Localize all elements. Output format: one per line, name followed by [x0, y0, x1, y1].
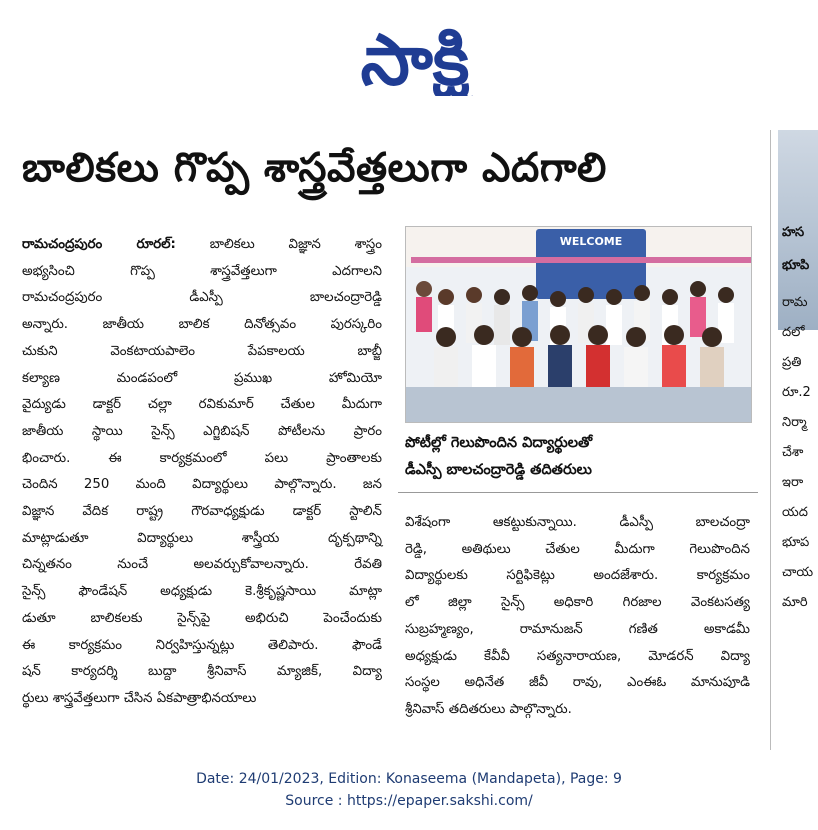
article-line: మాట్లాడుతూ విద్యార్థులు శాస్త్రీయ దృక్పథాన్ని: [22, 530, 382, 546]
adjacent-article-text: యద: [782, 505, 808, 520]
headline: బాలికలు గొప్ప శాస్త్రవేత్తలుగా ఎదగాలి: [22, 145, 607, 191]
adjacent-article-text: నిర్మా: [782, 415, 807, 430]
article-line: లో జిల్లా సైన్స్ అధికారి గిరజాల వెంకటసత్య: [405, 595, 750, 611]
adjacent-article-text: రామ: [782, 295, 808, 310]
footer: [0, 768, 818, 812]
divider: [398, 492, 758, 493]
article-line: ఈ కార్యక్రమం నిర్వహిస్తున్నట్లు తెలిపారు. ఫౌండే: [22, 637, 382, 653]
article-line: అభ్యసించి గొప్ప శాస్త్రవేత్తలుగా ఎదగాలని: [22, 263, 382, 279]
article-line: రెడ్డి, అతిథులు చేతుల మీదుగా గెలుపొందిన: [405, 541, 750, 557]
article-line: జాతీయ స్థాయి సైన్స్ ఎగ్జిబిషన్ పోటీలను ప్రారం: [22, 423, 382, 439]
article-line: భించారు. ఈ కార్యక్రమంలో పలు ప్రాంతాలకు: [22, 450, 382, 466]
article-line: విజ్ఞాన వేదిక రాష్ట్ర గౌరవాధ్యక్షుడు డాక్టర్ స్టాలిన్: [22, 504, 382, 520]
adjacent-article-text: చాయ: [782, 565, 814, 580]
article-line: [22, 232, 382, 259]
footer-date-line: Date: 24/01/2023, Edition: Konaseema (Mandapeta), Page: 9: [196, 771, 622, 787]
article-line: విశేషంగా ఆకట్టుకున్నాయి. డీఎస్పీ బాలచంద్రా: [405, 515, 750, 530]
group-photo-icon: [406, 227, 751, 422]
article-line: చుకుని వెంకటాయపాలెం పేపకాలయ బాబ్జీ: [22, 343, 382, 359]
sakshi-logo-icon: [300, 18, 530, 96]
article-line: అధ్యక్షుడు కేవీవీ సత్యనారాయణ, మోడరన్ విద్యా: [405, 648, 750, 664]
masthead-logo: [300, 18, 530, 96]
adjacent-article-text: దలో: [782, 325, 805, 340]
middle-column: [405, 510, 750, 724]
dateline: రామచంద్రపురం రూరల్:: [22, 237, 176, 252]
adjacent-article-text: ఇరా: [782, 475, 804, 490]
article-line: సైన్స్ ఫౌండేషన్ అధ్యక్షుడు కె.శ్రీకృష్ణసాయి మాట్లా: [22, 584, 382, 600]
article-line: శ్రీనివాస్ తదితరులు పాల్గొన్నారు.: [405, 701, 572, 717]
article-line: సుబ్రహ్మణ్యం, రామానుజన్ గణిత అకాడమీ: [405, 621, 750, 637]
footer-source-line: Source : https://epaper.sakshi.com/: [285, 793, 533, 809]
article-line: షన్ కార్యదర్శి బుద్దా శ్రీనివాస్ మ్యాజిక్, విద్యా: [22, 664, 382, 680]
adjacent-article-text: ప్రతి: [782, 355, 802, 370]
caption-line: పోటీల్లో గెలుపొందిన విద్యార్థులతో: [405, 435, 593, 451]
column-divider: [770, 130, 771, 750]
adjacent-article-text: భూపి: [782, 258, 810, 273]
article-line: సంస్థల అధినేత జీవీ రావు, ఎంఈఓ మానుపూడి: [405, 675, 750, 691]
adjacent-article-text: హస: [782, 225, 805, 240]
adjacent-article-text: భూప: [782, 535, 810, 550]
article-line: అన్నారు. జాతీయ బాలిక దినోత్సవం పురస్కరిం: [22, 317, 382, 333]
news-photo: [405, 226, 752, 423]
article-line: కల్యాణ మండపంలో ప్రముఖ హోమియో: [22, 370, 382, 386]
article-line: చిన్నతనం నుంచే అలవర్చుకోవాలన్నారు. రేవతి: [22, 557, 382, 573]
caption-line: డీఎస్పీ బాలచంద్రారెడ్డి తదితరులు: [405, 462, 592, 478]
article-line: డుతూ బాలికలకు సైన్స్‌పై అభిరుచి పెంచేందుకు: [22, 610, 382, 626]
article-text: బాలికలు విజ్ఞాన శాస్త్రం: [209, 237, 382, 252]
article-line: వైద్యుడు డాక్టర్ చల్లా రవికుమార్ చేతుల మీదుగా: [22, 397, 382, 413]
article-line: విద్యార్థులకు సర్టిఫికెట్లు అందజేశారు. కార్యక్రమం: [405, 568, 750, 584]
adjacent-article-text: మారి: [782, 595, 808, 610]
adjacent-article-text: రూ.2: [782, 385, 811, 400]
article-line: రామచంద్రపురం డీఎస్పీ బాలచంద్రారెడ్డి: [22, 290, 382, 306]
article-line: ర్థులు శాస్త్రవేత్తలుగా చేసిన ఏకపాత్రాభినయాలు: [22, 690, 257, 706]
masthead-name: సాక్షి: [360, 19, 470, 96]
adjacent-article-text: చేశా: [782, 445, 804, 460]
adjacent-article-strip: [778, 130, 818, 750]
photo-caption: [405, 430, 750, 484]
left-column: [22, 232, 382, 713]
article-line: చెందిన 250 మంది విద్యార్థులు పాల్గొన్నారు. జన: [22, 477, 382, 493]
photo-banner-text: WELCOME: [559, 235, 623, 248]
